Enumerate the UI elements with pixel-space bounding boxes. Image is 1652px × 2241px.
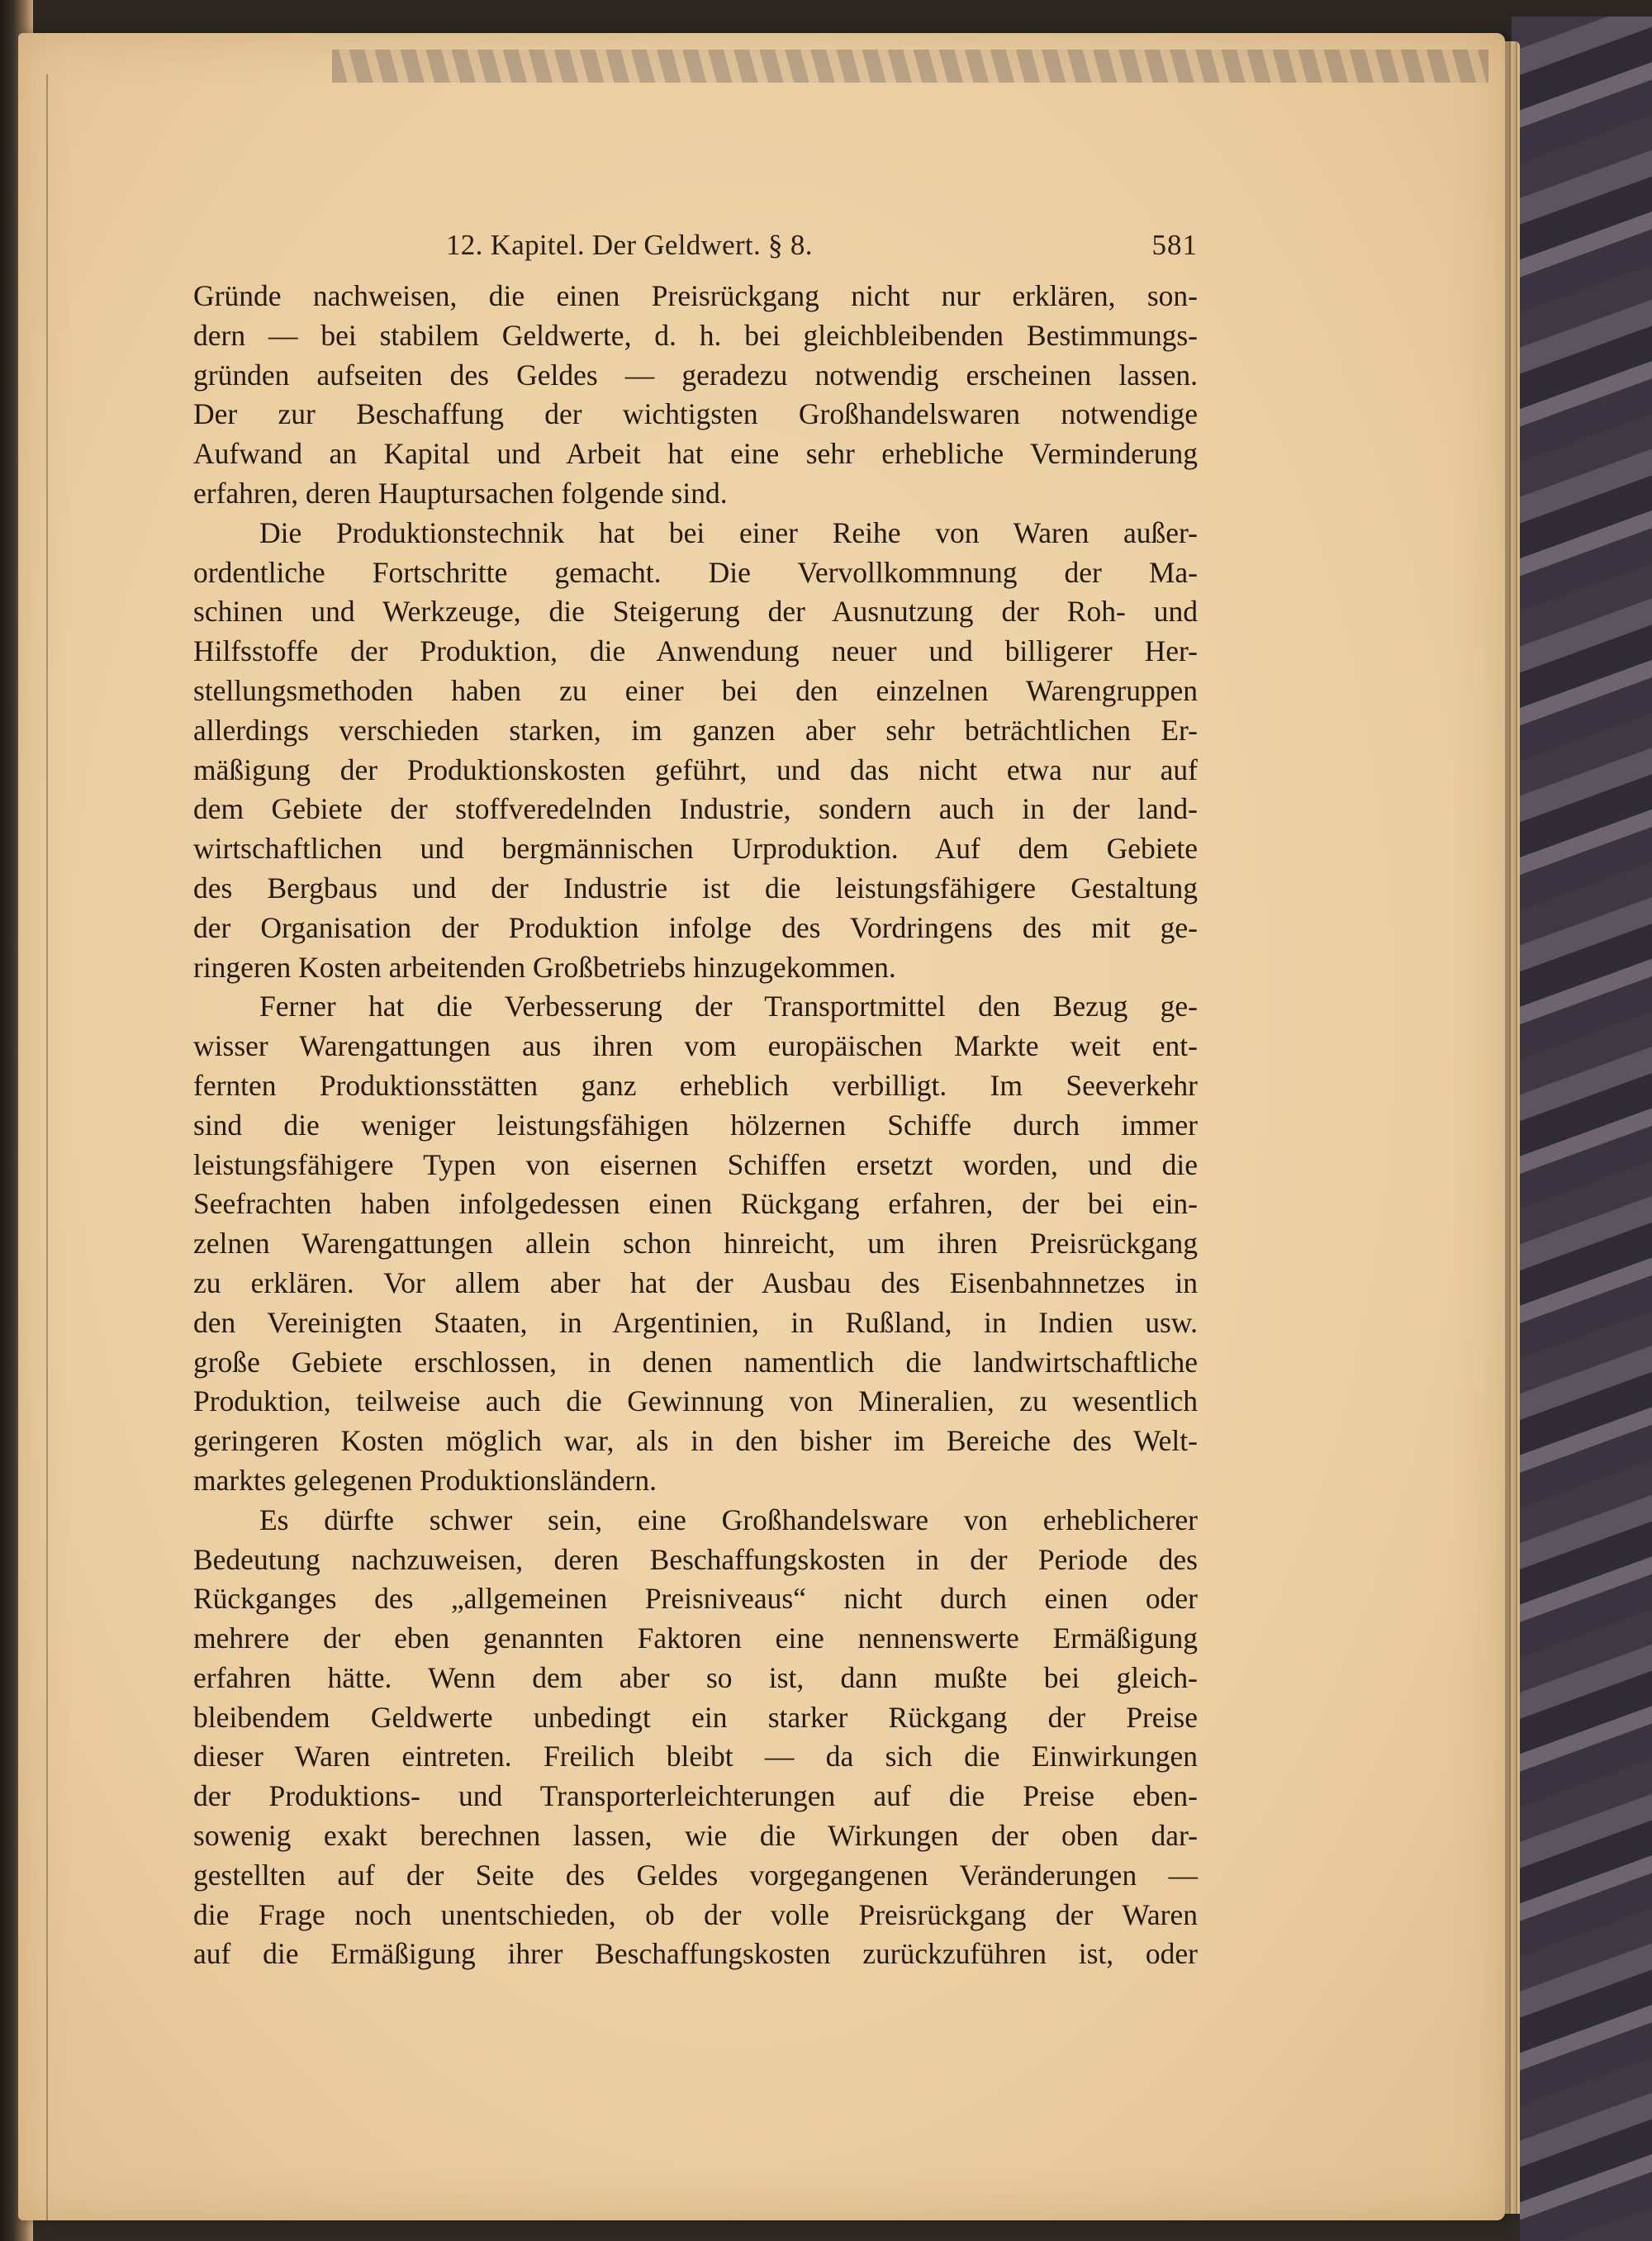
text-line: der Produktions- und Transporterleichterungen auf die Preise eben- bbox=[193, 1779, 1198, 1813]
paragraph-2 bbox=[193, 514, 1198, 988]
text-line: Aufwand an Kapital und Arbeit hat eine sehr erhebliche Verminderung bbox=[193, 437, 1198, 471]
text-line: große Gebiete erschlossen, in denen namentlich die landwirtschaftliche bbox=[193, 1345, 1198, 1379]
text-line: geringeren Kosten möglich war, als in den bisher im Bereiche des Welt- bbox=[193, 1424, 1198, 1458]
text-line: gründen aufseiten des Geldes — geradezu notwendig erscheinen lassen. bbox=[193, 358, 1198, 392]
text-line: ringeren Kosten arbeitenden Großbetriebs hinzugekommen. bbox=[193, 950, 896, 984]
text-line: fernten Produktionsstätten ganz erheblich verbilligt. Im Seeverkehr bbox=[193, 1068, 1198, 1102]
text-line: Die Produktionstechnik hat bei einer Reihe von Waren außer- bbox=[259, 515, 1198, 549]
text-line: schinen und Werkzeuge, die Steigerung der Ausnutzung der Roh- und bbox=[193, 595, 1198, 629]
text-line: zelnen Warengattungen allein schon hinreicht, um ihren Preisrückgang bbox=[193, 1227, 1198, 1261]
text-line: der Organisation der Produktion infolge des Vordringens des mit ge- bbox=[193, 910, 1198, 944]
text-line: Hilfsstoffe der Produktion, die Anwendung neuer und billigerer Her- bbox=[193, 634, 1198, 668]
text-line: Rückganges des „allgemeinen Preisniveaus“ nicht durch einen oder bbox=[193, 1582, 1198, 1616]
running-title: 12. Kapitel. Der Geldwert. § 8. bbox=[446, 229, 813, 261]
text-line: dern — bei stabilem Geldwerte, d. h. bei gleichbleibenden Bestimmungs- bbox=[193, 318, 1198, 352]
text-line: erfahren, deren Hauptursachen folgende sind. bbox=[193, 476, 728, 510]
text-line: mäßigung der Produktionskosten geführt, und das nicht etwa nur auf bbox=[193, 753, 1198, 786]
text-line: den Vereinigten Staaten, in Argentinien, in Rußland, in Indien usw. bbox=[193, 1305, 1198, 1339]
text-line: Seefrachten haben infolgedessen einen Rückgang erfahren, der bei ein- bbox=[193, 1187, 1198, 1221]
text-line: bleibendem Geldwerte unbedingt ein starker Rückgang der Preise bbox=[193, 1700, 1198, 1734]
page-number: 581 bbox=[1151, 229, 1198, 261]
paragraph-1 bbox=[193, 277, 1198, 514]
gutter-fold bbox=[46, 74, 48, 2239]
text-line: gestellten auf der Seite des Geldes vorgegangenen Veränderungen — bbox=[193, 1858, 1198, 1892]
text-line: Produktion, teilweise auch die Gewinnung von Mineralien, zu wesentlich bbox=[193, 1384, 1198, 1418]
text-line: sind die weniger leistungsfähigen hölzernen Schiffe durch immer bbox=[193, 1108, 1198, 1142]
top-edge-pattern bbox=[332, 50, 1488, 83]
text-line: dieser Waren eintreten. Freilich bleibt — da sich die Einwirkungen bbox=[193, 1740, 1198, 1773]
page-header bbox=[446, 225, 1198, 266]
text-line: wirtschaftlichen und bergmännischen Urproduktion. Auf dem Gebiete bbox=[193, 832, 1198, 866]
text-line: wisser Warengattungen aus ihren vom europäischen Markte weit ent- bbox=[193, 1029, 1198, 1063]
text-line: marktes gelegenen Produktionsländern. bbox=[193, 1463, 657, 1497]
text-line: mehrere der eben genannten Faktoren eine nennenswerte Ermäßigung bbox=[193, 1621, 1198, 1655]
text-line: ordentliche Fortschritte gemacht. Die Vervollkommnung der Ma- bbox=[193, 555, 1198, 589]
paragraph-3 bbox=[193, 987, 1198, 1500]
text-line: dem Gebiete der stoffveredelnden Industrie, sondern auch in der land- bbox=[193, 792, 1198, 826]
text-line: erfahren hätte. Wenn dem aber so ist, dann mußte bei gleich- bbox=[193, 1660, 1198, 1694]
text-line: allerdings verschieden starken, im ganzen aber sehr beträchtlichen Er- bbox=[193, 713, 1198, 747]
text-line: Es dürfte schwer sein, eine Großhandelsware von erheblicherer bbox=[259, 1503, 1198, 1536]
text-line: Ferner hat die Verbesserung der Transportmittel den Bezug ge- bbox=[259, 990, 1198, 1023]
text-line: Bedeutung nachzuweisen, deren Beschaffungskosten in der Periode des bbox=[193, 1542, 1198, 1576]
text-line: auf die Ermäßigung ihrer Beschaffungskosten zurückzuführen ist, oder bbox=[193, 1937, 1198, 1971]
text-line: sowenig exakt berechnen lassen, wie die Wirkungen der oben dar- bbox=[193, 1819, 1198, 1853]
book-binding bbox=[1512, 17, 1652, 2241]
body-text bbox=[193, 277, 1198, 1974]
paragraph-4 bbox=[193, 1501, 1198, 1975]
text-line: zu erklären. Vor allem aber hat der Ausbau des Eisenbahnnetzes in bbox=[193, 1265, 1198, 1299]
text-line: stellungsmethoden haben zu einer bei den einzelnen Warengruppen bbox=[193, 673, 1198, 707]
text-line: des Bergbaus und der Industrie ist die leistungsfähigere Gestaltung bbox=[193, 871, 1198, 904]
text-line: Gründe nachweisen, die einen Preisrückgang nicht nur erklären, son- bbox=[193, 279, 1198, 312]
text-line: Der zur Beschaffung der wichtigsten Großhandelswaren notwendige bbox=[193, 397, 1198, 431]
text-line: leistungsfähigere Typen von eisernen Schiffen ersetzt worden, und die bbox=[193, 1147, 1198, 1181]
text-line: die Frage noch unentschieden, ob der volle Preisrückgang der Waren bbox=[193, 1897, 1198, 1931]
